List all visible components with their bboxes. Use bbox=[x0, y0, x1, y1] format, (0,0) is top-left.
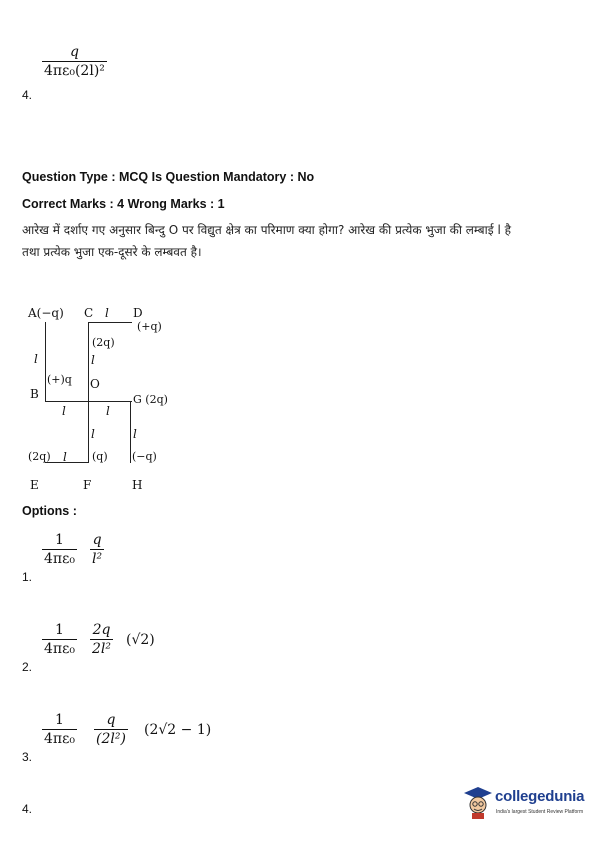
label-l-top: l bbox=[105, 306, 109, 320]
coefficient-fraction bbox=[42, 622, 77, 657]
label-b: B bbox=[30, 387, 39, 401]
collegedunia-logo bbox=[463, 785, 583, 821]
coefficient-fraction bbox=[42, 532, 77, 567]
coefficient-numerator: 1 bbox=[55, 532, 64, 548]
coefficient-numerator: 1 bbox=[55, 622, 64, 638]
label-l-left: l bbox=[34, 352, 38, 366]
label-d-charge: (+q) bbox=[137, 320, 162, 333]
value-fraction bbox=[90, 532, 104, 567]
coefficient-denominator: 4πε₀ bbox=[44, 731, 75, 747]
question-text-line-2: तथा प्रत्येक भुजा एक-दूसरे के लम्बवत है। bbox=[22, 245, 202, 259]
label-d: D bbox=[133, 306, 143, 320]
option-number: 4. bbox=[22, 88, 33, 102]
logo-name: collegedunia bbox=[495, 788, 585, 805]
value-denominator: (2l²) bbox=[96, 731, 126, 747]
line-co bbox=[88, 322, 89, 402]
option-1[interactable] bbox=[22, 532, 222, 584]
question-text-line-1: आरेख में दर्शाए गए अनुसार बिन्दु O पर विद्युत क्षेत्र का परिमाण क्या होगा? आरेख की प्रत्येक भुजा की लम्बाई l है bbox=[22, 223, 511, 237]
line-gh bbox=[130, 401, 131, 463]
value-numerator: 2q bbox=[92, 622, 111, 638]
question-marks: Correct Marks : 4 Wrong Marks : 1 bbox=[22, 197, 225, 211]
label-l-right: l bbox=[133, 427, 137, 441]
value-factor: (2√2 − 1) bbox=[144, 722, 212, 738]
label-a: A(−q) bbox=[28, 306, 64, 320]
option-number: 2. bbox=[22, 660, 33, 674]
coefficient-fraction bbox=[42, 712, 77, 747]
value-denominator: 2l² bbox=[92, 641, 111, 657]
value-fraction bbox=[90, 622, 113, 657]
option-2[interactable] bbox=[22, 622, 242, 674]
label-e-charge: (2q) bbox=[28, 450, 51, 463]
line-of bbox=[88, 401, 89, 463]
value-numerator: q bbox=[106, 712, 116, 728]
label-l-center: l bbox=[91, 353, 95, 367]
fraction-numerator: q bbox=[69, 44, 79, 60]
option-number: 1. bbox=[22, 570, 33, 584]
options-label: Options : bbox=[22, 504, 77, 518]
label-e: E bbox=[30, 478, 39, 492]
question-meta: Question Type : MCQ Is Question Mandatory : No bbox=[22, 170, 315, 184]
label-h: H bbox=[132, 478, 143, 492]
label-h-charge: (−q) bbox=[132, 450, 157, 463]
coefficient-denominator: 4πε₀ bbox=[44, 641, 75, 657]
label-c: C bbox=[84, 306, 94, 320]
option-4[interactable] bbox=[22, 798, 82, 818]
line-ab bbox=[45, 322, 46, 402]
value-denominator: l² bbox=[92, 551, 103, 567]
label-g: G (2q) bbox=[133, 393, 168, 406]
line-cd bbox=[88, 322, 132, 323]
option-number: 4. bbox=[22, 802, 33, 816]
line-og bbox=[88, 401, 132, 402]
line-ef bbox=[45, 462, 89, 463]
label-l-bottom: l bbox=[63, 450, 67, 464]
label-b-charge: (+)q bbox=[47, 373, 72, 386]
fraction-denominator: 4πε₀(2l)² bbox=[44, 63, 105, 79]
label-c-charge: (2q) bbox=[92, 336, 115, 349]
value-numerator: q bbox=[92, 532, 102, 548]
label-f: F bbox=[83, 478, 92, 492]
label-l-mid-right: l bbox=[106, 404, 110, 418]
line-bo bbox=[45, 401, 89, 402]
coefficient-numerator: 1 bbox=[55, 712, 64, 728]
label-o: O bbox=[90, 377, 100, 391]
value-fraction bbox=[94, 712, 128, 747]
graduate-icon bbox=[463, 785, 493, 819]
label-f-charge: (q) bbox=[92, 450, 108, 463]
label-l-mid-left: l bbox=[62, 404, 66, 418]
value-factor: (√2) bbox=[126, 632, 155, 648]
label-l-lower-center: l bbox=[91, 427, 95, 441]
option-3[interactable] bbox=[22, 712, 282, 764]
logo-tagline: India's largest Student Review Platform bbox=[496, 809, 584, 815]
coefficient-denominator: 4πε₀ bbox=[44, 551, 75, 567]
option-number: 3. bbox=[22, 750, 33, 764]
